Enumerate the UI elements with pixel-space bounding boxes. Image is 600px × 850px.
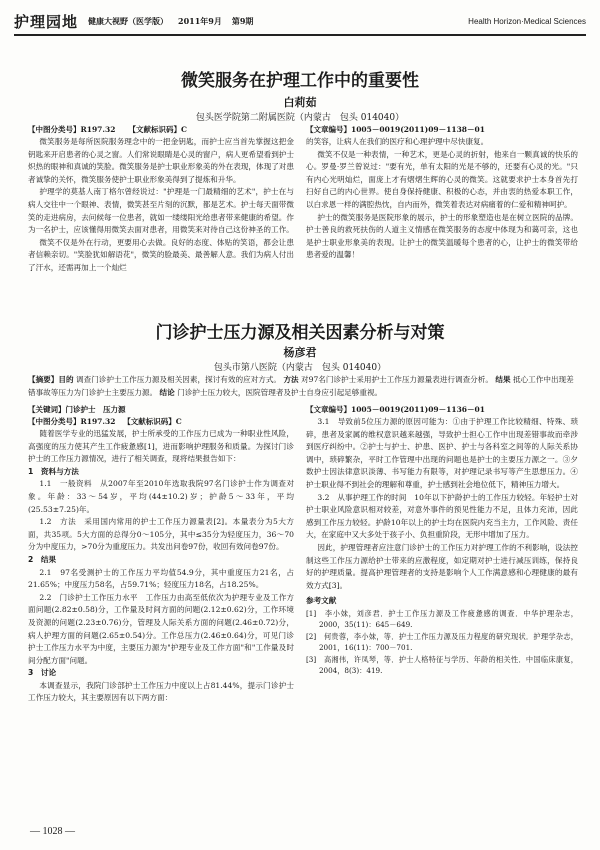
article1-paragraph: 护理学的莫基人南丁格尔曾经说过："护理是一门最精细的艺术"，护士在与病人交往中一个眼神、表情，微笑甚至片刻的沉默，都是艺术。护士每天面带微笑的走进病房，去问候每一位患者，就如一缕缕阳光给患者带来健康的希望。作为一名护士，应该懂得用微笑去面对患者，用微笑来对待自己这份神圣的工作。 [28, 187, 294, 235]
section-heading: 1 资料与方法 [28, 466, 79, 476]
article2-keywords [28, 404, 294, 416]
article2-author: 杨彦君 [283, 346, 317, 359]
article2-doc-code: 【文献标识码】C [123, 417, 182, 426]
article2-intro: 随着医学专业的迅猛发展，护士所承受的工作压力已成为一种职业性风险，高强度的压力使其产生工作疲惫感[1]，进而影响护理服务和质量。为探讨门诊护士的工作压力源情况，进行了相关调查，现将结果报告如下： [28, 429, 294, 464]
page-number: — 1028 — [30, 826, 75, 837]
reference-item: [1] 李小妹，刘彦君．护士工作压力源及工作疲惫感的调查．中华护理杂志，2000，35(11)：645－649. [306, 608, 578, 630]
abstract-label: 【摘要】目的 [28, 375, 74, 384]
keywords-label: 【关键词】 [28, 405, 66, 414]
article1-affiliation: 包头医学院第二附属医院（内蒙古 包头 014040） [195, 113, 405, 123]
article1-article-no: 【文章编号】1005－0019(2011)09－1138－01 [306, 125, 485, 134]
conclusion-label: 结论 [159, 387, 175, 397]
article2-article-no: 【文章编号】1005－0019(2011)09－1136－01 [306, 405, 485, 414]
abstract-method: 对97名门诊护士采用护士工作压力源量表进行调查分析。 [301, 375, 493, 384]
article2-abstract [28, 374, 578, 399]
references-title: 参考文献 [306, 596, 337, 606]
article1-clc: 【中图分类号】R197.32 [28, 125, 116, 134]
article2-paragraph: 因此，护理管理者应注意门诊护士的工作压力对护理工作的不利影响，设法控制这些工作压力源给护士带来的应激程度，如定期对护士进行减压训练，保持良好的护理质量。提高护理管理者的支持是影响个人工作满意感和心理健康的最有效方式[3]。 [306, 542, 578, 590]
article2-affiliation: 包头市第八医院（内蒙古 包头 014040） [213, 363, 387, 373]
section-heading: 3 讨论 [28, 668, 57, 678]
article2-paragraph: 2.2 门诊护士工作压力水平 工作压力由高至低依次为护理专业及工作方面问题(2.82±0.58)分，工作量及时间方面的问题(2.12±0.62)分，工作环境及资源的问题(2.23±0.76)分，管理及人际关系方面的问题(2.46±0.72)分，病人护理方面的问题(2.65±0.54)分。工作总压力(2.46±0.64)分，可见门诊护士工作压力水平为中度，主要压力源为"护理专业及工作方面"和"工作量及时间分配方面"问题。 [28, 592, 294, 665]
article1-title: 微笑服务在护理工作中的重要性 [181, 71, 419, 91]
article1-paragraph: 的笑容，让病人在我们的医疗和心理护理中尽快康复。 [306, 137, 489, 146]
article1-doc-code: 【文献标识码】C [128, 125, 187, 134]
article1-right-column [306, 124, 578, 262]
result-label: 结果 [495, 375, 511, 384]
article1-class-info [28, 124, 294, 136]
abstract-conclusion: 门诊护士压力较大，医院管理者及护士自身应引起足够重视。 [177, 387, 383, 397]
section-title: 护理园地 [14, 12, 79, 31]
article1-author: 白莉茹 [283, 96, 317, 109]
section-heading: 2 结果 [28, 554, 57, 564]
method-label: 方法 [283, 375, 299, 384]
article1-paragraph: 护士的微笑服务是医院形象的展示，护士的形象塑造也是在树立医院的品牌。护士善良的救死扶伤的人道主义情感在微笑服务的态度中体现为和蔼可亲，这也是护士职业形象美的表现。让护士的微笑温暖每个患者的心，让护士的微笑带给患者爱的温馨！ [306, 212, 578, 260]
article2-paragraph: 1.2 方法 采用国内常用的护士工作压力源量表[2]。本量表分为5大方面，共35项。5大方面的总得分0～105分，其中≤35分为轻度压力，36～70分为中度压力，>70分为重度压力。共发出问卷97份，收回有效问卷97份。 [28, 517, 294, 552]
article2-paragraph: 本调查显示，我院门诊部护士工作压力中度以上占81.44%，提示门诊护士工作压力较大，其主要原因有以下两方面： [28, 680, 294, 703]
page-header [14, 8, 586, 36]
issue-number: 第9期 [231, 15, 254, 26]
issue-date: 2011年9月 [178, 15, 222, 26]
article2-class-info [28, 416, 294, 428]
keywords-text: 门诊护士 压力源 [65, 405, 126, 414]
reference-item: [3] 高湘伟，许凤琴，等．护士人格特征与学历、年龄的相关性．中国临床康复，2004，8(3)：419. [306, 654, 578, 675]
article2-right-column [306, 404, 578, 676]
article2-paragraph: 2.1 97名受测护士的工作压力平均值54.9分，其中重度压力21名，占21.65%；中度压力58名，占59.71%；轻度压力18名，占18.25%。 [28, 567, 294, 590]
article1-paragraph: 微笑不仅是一种表情，一种艺术，更是心灵的折射，他来自一颗真诚的快乐的心。罗曼·罗兰曾说过："要有光，单有太阳的光是不够的，还要有心灵的光。"只有内心光明灿烂，面庞上才有熠熠生辉的心灵的微笑。这就要求护士本身首先打扫好自己的内心世界。使自身保持健康、积极的心态，并由衷的热爱本职工作，以白求恩一样的满腔热忱，自内而外，微笑着表达对病痛着的仁爱和精神呵护。 [306, 149, 578, 209]
article1-left-column [28, 124, 294, 275]
article2-paragraph: 3.2 从事护理工作的时间 10年以下护龄护士的工作压力较轻。年轻护士对护士职业风险意识相对较差，对意外事件的预见性能力不足，且体力充沛，因此感到工作压力较轻。护龄10年以上的护士均在医院内充当主力，工作风险、责任大，在家庭中又大多处于孩子小、负担重阶段，无形中增加了压力。 [306, 492, 578, 540]
journal-name: 健康大视野（医学版） [88, 15, 169, 26]
article2-title: 门诊护士压力源及相关因素分析与对策 [155, 323, 445, 343]
reference-item: [2] 何贵蓉，李小妹，等．护士工作压力源及压力程度的研究现状．护理学杂志，2001，16(11)：700－701. [306, 631, 578, 653]
article1-paragraph: 微笑不仅是外在行动，更要用心去做。良好的态度、体贴的笑语，都会让患者信赖亲切。"笑脸犹如解语花"，微笑的脸最美、最善解人意。我们为病人付出了汗水，还需再加上一个灿烂 [28, 237, 294, 272]
article1-paragraph: 微笑服务是每所医院服务理念中的一把金钥匙，而护士应当首先掌握这把金钥匙来开启患者的心灵之窗。人们常说眼睛是心灵的窗户，病人更希望看到护士炽热的眼神和真诚的笑脸。微笑服务是护士职业形象美的外在表现，体现了对患者诚挚的关怀，微笑服务使护士职业形象美得到了提炼和升华。 [28, 137, 294, 184]
abstract-objective: 调查门诊护士工作压力源及相关因素，探讨有效的应对方式。 [75, 375, 282, 384]
abstract-result: 抵心工作中出现差错事故等压力为门诊护士主要压力源。 [28, 375, 574, 397]
journal-name-en: Health Horizon·Medical Sciences [468, 16, 586, 26]
article2-left-column [28, 404, 294, 705]
article2-clc: 【中图分类号】R197.32 [28, 417, 116, 426]
article2-paragraph: 1.1 一般资料 从2007年至2010年选取我院97名门诊护士作为调查对象。年龄：33～54岁，平均(44±10.2)岁；护龄5～33年，平均(25.53±7.25)年。 [28, 479, 294, 514]
article2-paragraph: 3.1 导致前5位压力源的原因可能为：①由于护理工作比较精细、特殊、琐碎，患者及家属的维权意识越来越强，导致护士担心工作中出现差错事故而牵涉到医疗纠纷中。②护士与护士、护患、医护、护士与各科室之间等的人际关系协调中，琐碎繁杂，平时工作管理中出现的问题也是护士的主要压力源之一。③夕数护士因法律意识淡薄、书写能力有限等，对护理记录书写等产生思想压力。④护士职业得不到社会的理解和尊重，护士感到社会地位低下，精神压力增大。 [306, 417, 578, 489]
